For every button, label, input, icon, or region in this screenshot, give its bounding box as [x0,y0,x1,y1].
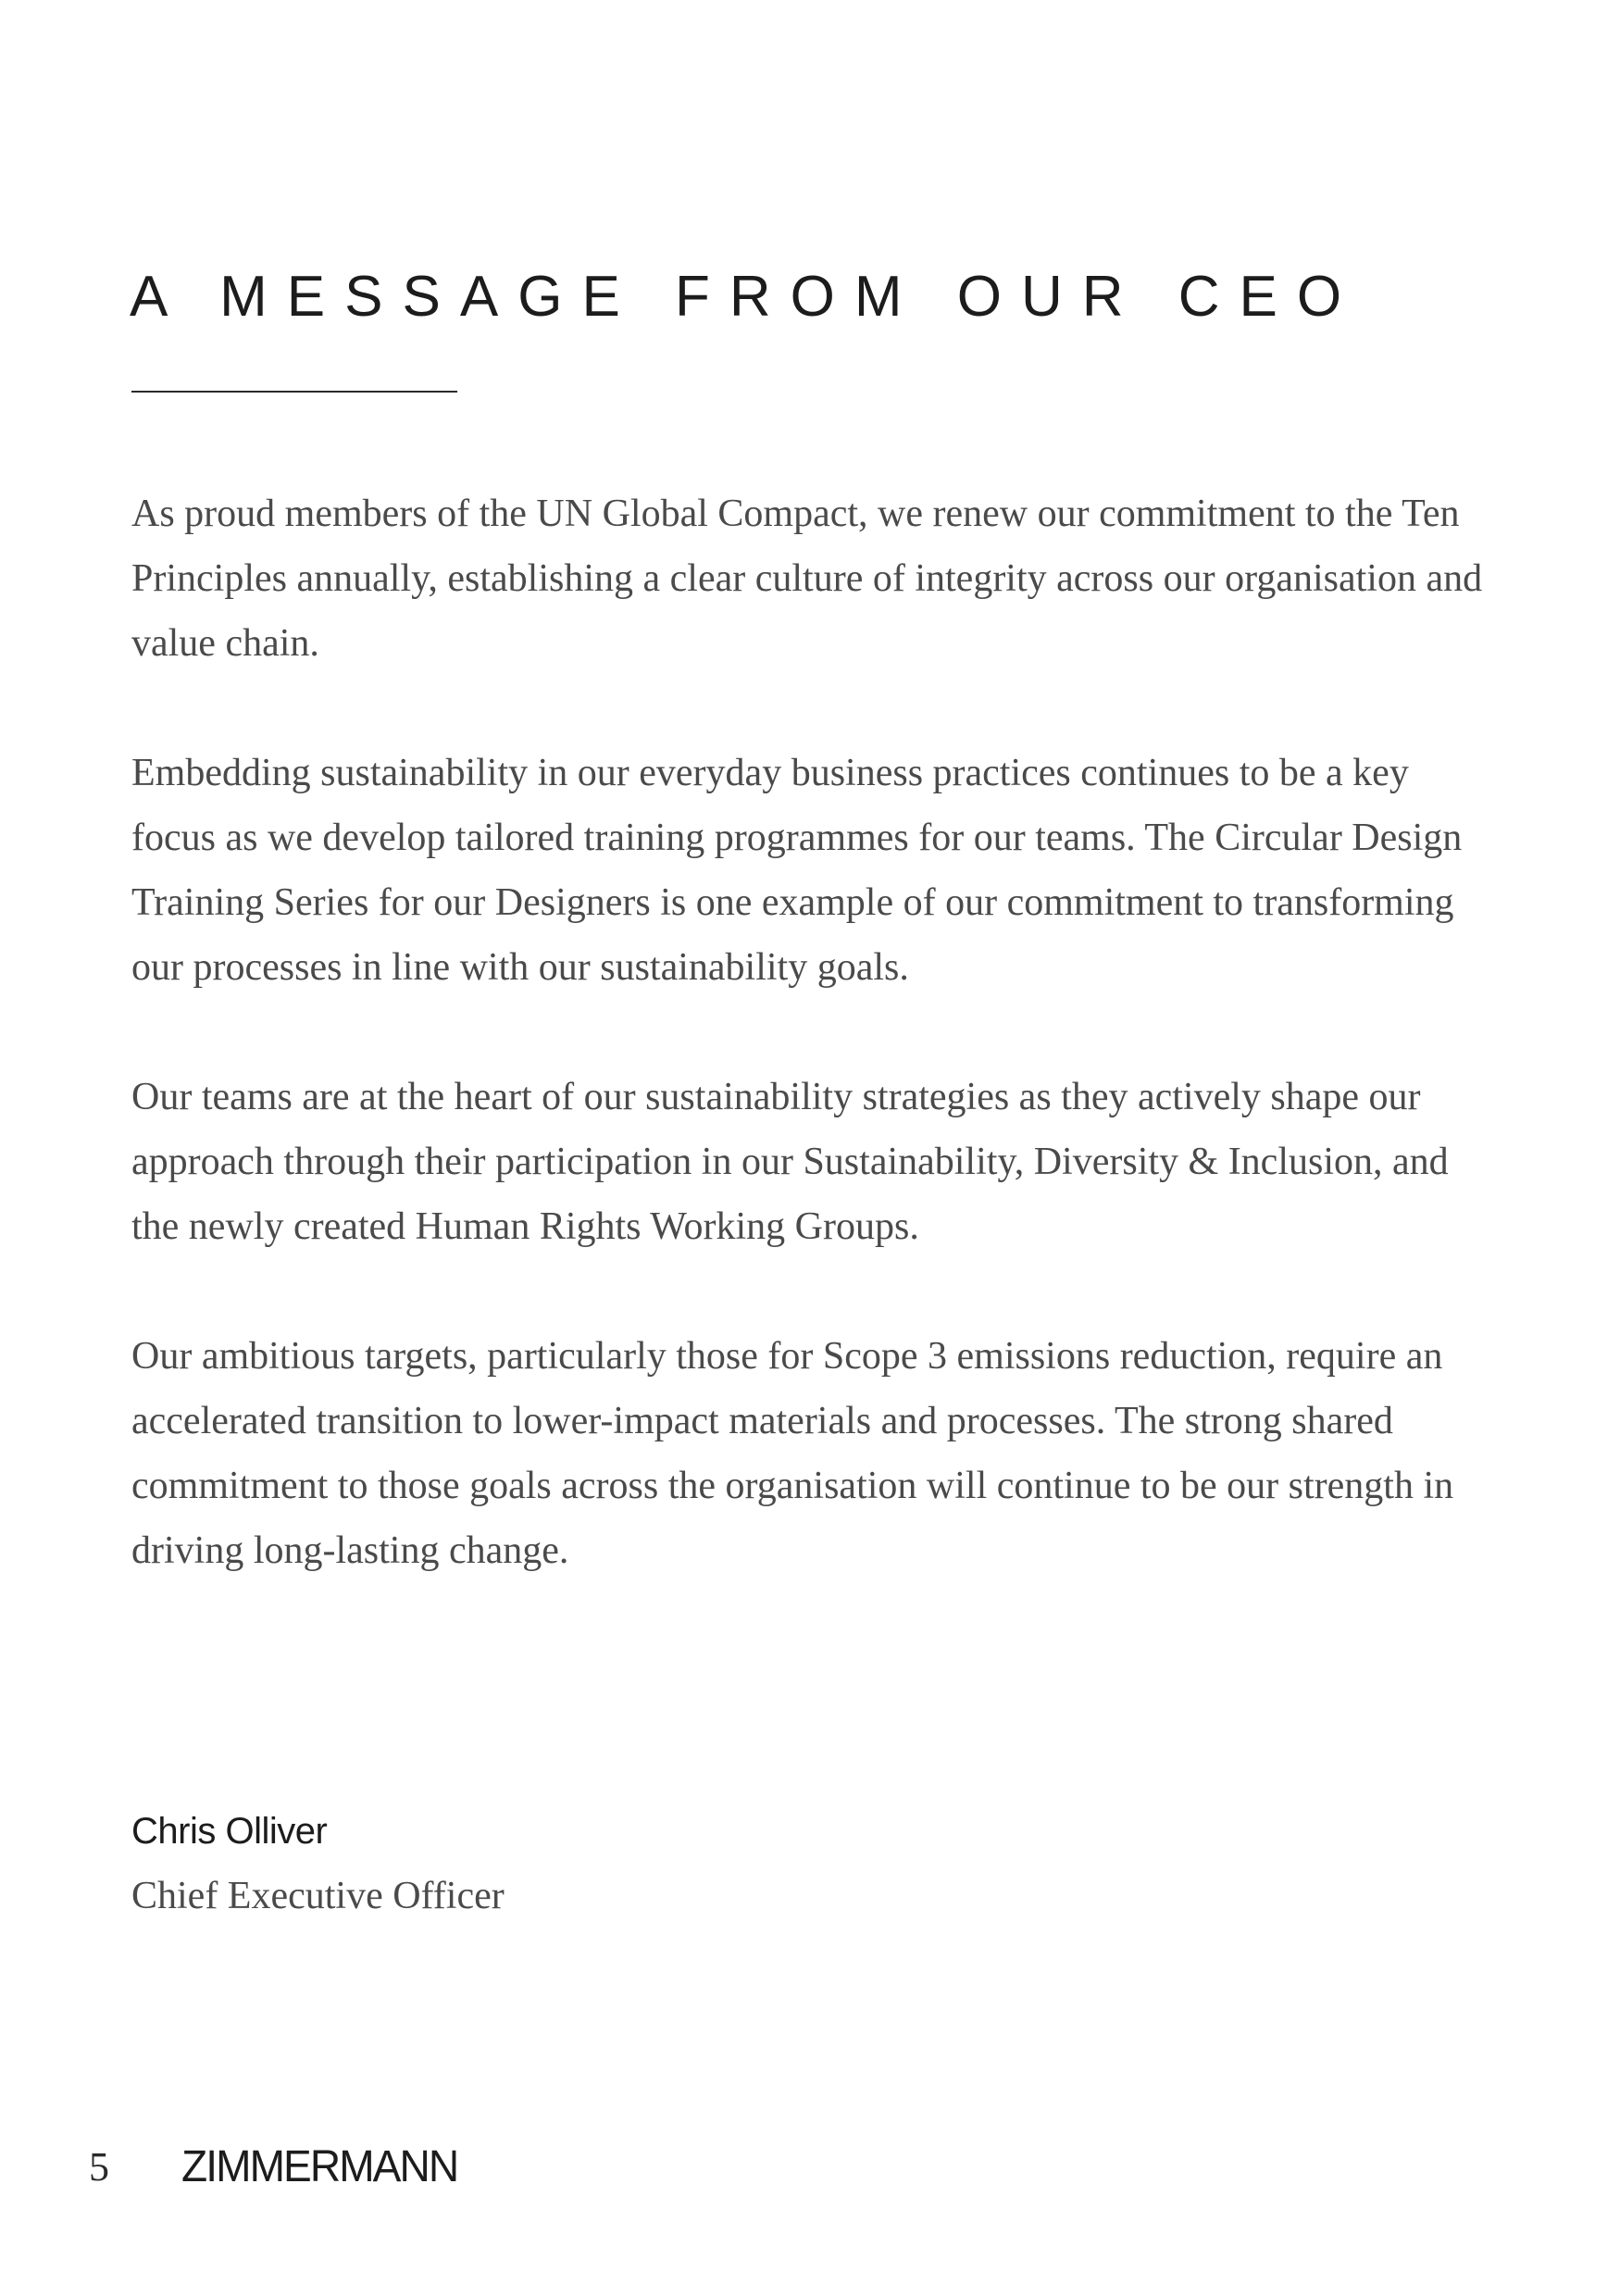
paragraph-1: As proud members of the UN Global Compact, we renew our commitment to the Ten Principles annually, establishing a clear culture of integrity across our organisation and value chain. [131,493,1483,665]
paragraph-4: Our ambitious targets, particularly those for Scope 3 emissions reduction, require an accelerated transition to lower-impact materials and processes. The strong shared commitment to those goals across the organisation will continue to be our strength in driving long-lasting change. [131,1335,1454,1572]
signature-block [131,1799,505,1928]
page-footer [89,2139,469,2194]
message-body [131,481,1502,1583]
page-number: 5 [89,2143,109,2190]
signatory-name: Chris Olliver [131,1811,328,1852]
paragraph-3: Our teams are at the heart of our sustainability strategies as they actively shape our approach through their participation in our Sustainability, Diversity & Inclusion, and the newly created Human Rights Working Groups. [131,1076,1449,1248]
brand-logo: ZIMMERMANN [181,2141,458,2191]
page-title: A MESSAGE FROM OUR CEO [130,265,1362,329]
signatory-title: Chief Executive Officer [131,1875,505,1917]
title-divider [131,391,457,393]
paragraph-2: Embedding sustainability in our everyday business practices continues to be a key focus as we develop tailored training programmes for our teams. The Circular Design Training Series for our Designers is one example of our commitment to transforming our processes in line with our sustainability goals. [131,752,1463,989]
